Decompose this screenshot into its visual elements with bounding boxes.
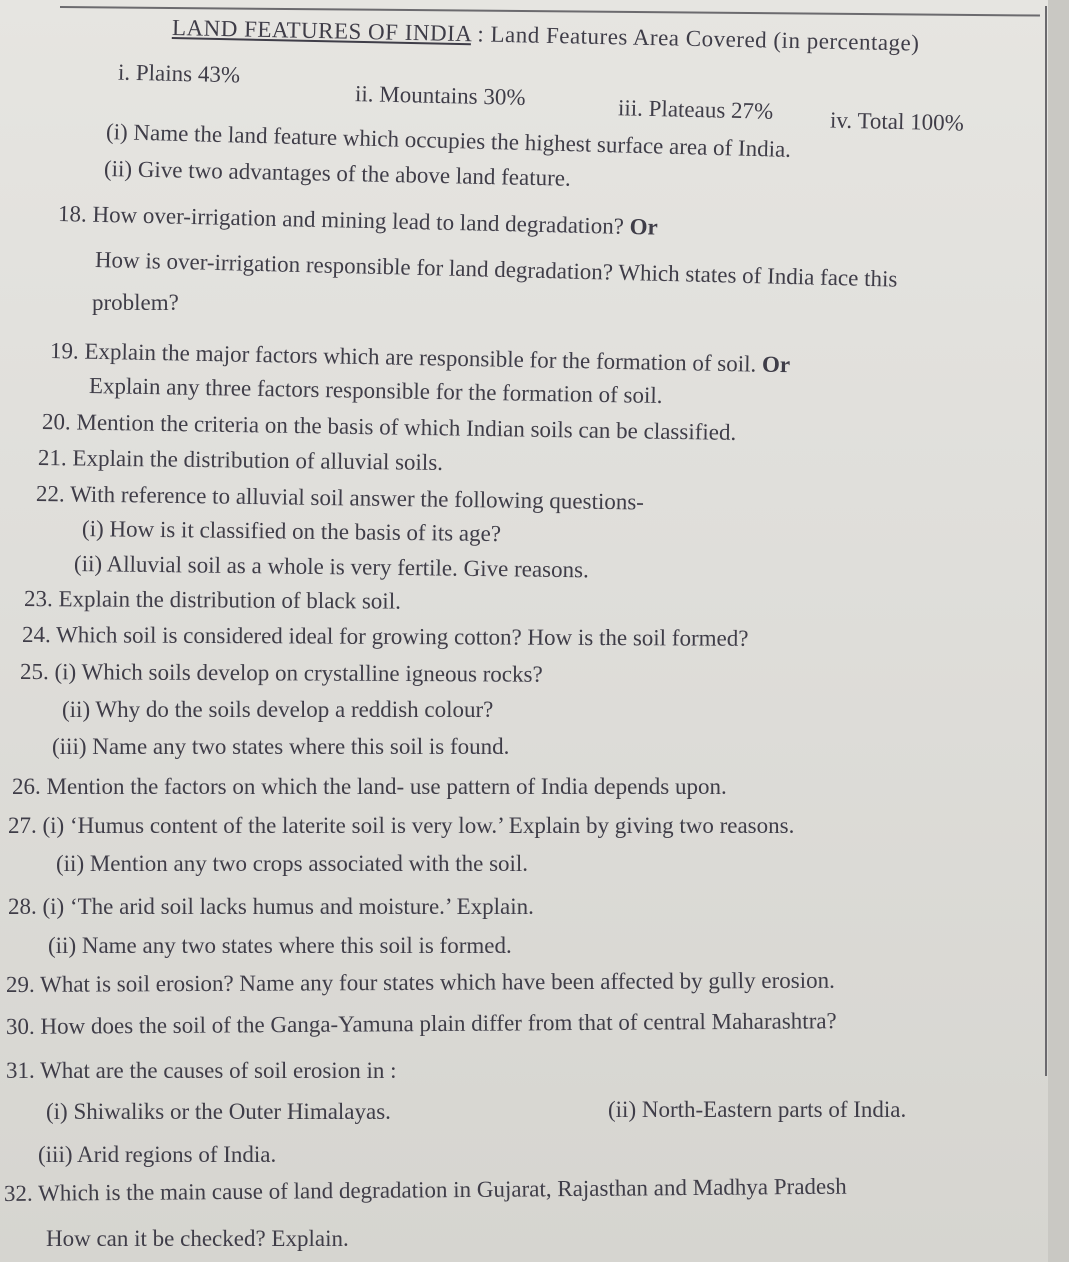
feature-plateaus: iii. Plateaus 27% xyxy=(617,95,774,124)
page-border-right xyxy=(1045,6,1047,1076)
q22-part-i: (i) How is it classified on the basis of its age? xyxy=(81,516,502,547)
table-title xyxy=(172,14,920,58)
q29: 29. What is soil erosion? Name any four states which have been affected by gully erosion. xyxy=(5,967,835,997)
q32-line2: How can it be checked? Explain. xyxy=(46,1226,349,1251)
title-underlined: LAND FEATURES OF INDIA xyxy=(171,15,472,47)
q19-alt: Explain any three factors responsible for the formation of soil. xyxy=(88,373,663,409)
q27-part-ii: (ii) Mention any two crops associated with the soil. xyxy=(56,851,529,876)
q26: 26. Mention the factors on which the land- use pattern of India depends upon. xyxy=(12,774,727,799)
q27-part-i: 27. (i) ‘Humus content of the laterite soil is very low.’ Explain by giving two reasons. xyxy=(8,813,795,838)
q24: 24. Which soil is considered ideal for growing cotton? How is the soil formed? xyxy=(21,622,749,651)
q17-part-ii: (ii) Give two advantages of the above land feature. xyxy=(103,156,572,191)
q18-question xyxy=(58,200,658,242)
q28-part-i: 28. (i) ‘The arid soil lacks humus and moisture.’ Explain. xyxy=(8,894,534,919)
feature-plains: i. Plains 43% xyxy=(117,59,241,88)
q18-or: Or xyxy=(629,213,659,240)
q28-part-ii: (ii) Name any two states where this soil is formed. xyxy=(48,933,512,958)
q21: 21. Explain the distribution of alluvial soils. xyxy=(37,445,444,475)
q18-alt-line2: problem? xyxy=(92,290,179,315)
q19-text: 19. Explain the major factors which are responsible for the formation of soil. xyxy=(49,338,757,377)
feature-total: iv. Total 100% xyxy=(829,107,965,136)
page-edge xyxy=(1048,0,1069,1262)
title-rest: : Land Features Area Covered (in percentage) xyxy=(470,21,920,56)
q25-part-iii: (iii) Name any two states where this soil is found. xyxy=(52,734,510,759)
q19-or: Or xyxy=(761,351,791,378)
q22-question: 22. With reference to alluvial soil answer the following questions- xyxy=(35,481,645,515)
q23: 23. Explain the distribution of black soil. xyxy=(23,586,401,614)
q31-part-i: (i) Shiwaliks or the Outer Himalayas. xyxy=(46,1099,391,1124)
q31-question: 31. What are the causes of soil erosion in : xyxy=(6,1058,397,1083)
q22-part-ii: (ii) Alluvial soil as a whole is very fertile. Give reasons. xyxy=(73,551,589,583)
q30: 30. How does the soil of the Ganga-Yamuna plain differ from that of central Maharashtra? xyxy=(5,1008,837,1039)
q18-text: 18. How over-irrigation and mining lead to land degradation? xyxy=(57,201,625,239)
feature-mountains: ii. Mountains 30% xyxy=(354,81,526,110)
q31-part-ii: (ii) North-Eastern parts of India. xyxy=(608,1097,907,1122)
q25-part-ii: (ii) Why do the soils develop a reddish colour? xyxy=(62,697,494,722)
q25-part-i: 25. (i) Which soils develop on crystalline igneous rocks? xyxy=(19,659,543,687)
q31-part-iii: (iii) Arid regions of India. xyxy=(38,1142,277,1167)
q32-line1: 32. Which is the main cause of land degradation in Gujarat, Rajasthan and Madhya Pradesh xyxy=(3,1173,847,1206)
q20: 20. Mention the criteria on the basis of which Indian soils can be classified. xyxy=(41,409,737,445)
q17-part-i: (i) Name the land feature which occupies the highest surface area of India. xyxy=(105,119,792,162)
q18-alt-line1: How is over-irrigation responsible for land degradation? Which states of India face this xyxy=(94,247,898,292)
